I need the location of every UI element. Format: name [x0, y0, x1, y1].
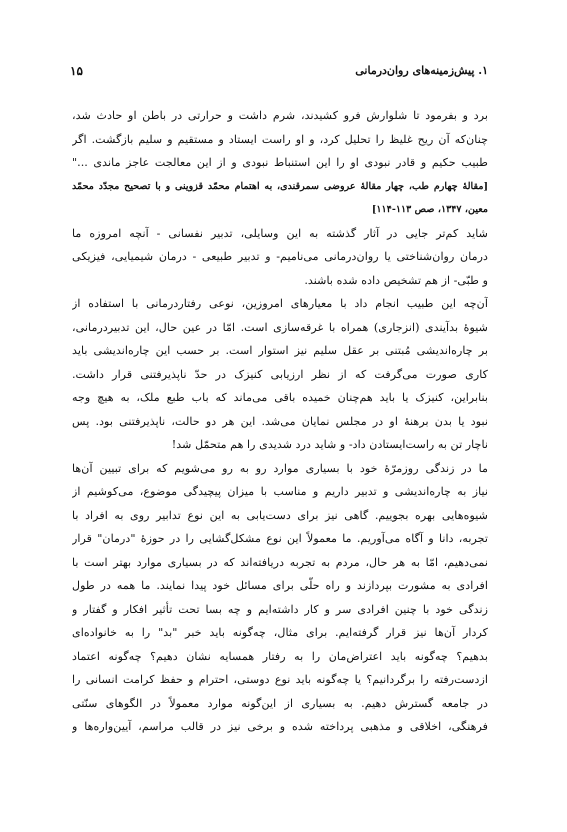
text-line: بر چاره‌اندیشی مُبتنی بر عقل سلیم نیز استوار است. بر حسب این چاره‌اندیشی باید: [72, 344, 488, 357]
text-line: کردار آن‌ها نیز قرار گرفته‌ایم. برای مثال، چه‌گونه باید خبر "بد" را به خانواده‌ای: [72, 626, 488, 639]
text-line: نمی‌دهیم، امّا به هر حال، مردم به تجربه دریافته‌اند که در بسیاری موارد بهتر است با: [72, 555, 488, 569]
text-line: طبیب حکیم و قادر نبودی او را این استنباط نبودی و از این معالجت عاجز ماندی ...": [72, 156, 488, 169]
text-line: ما در زندگی روزمرّهٔ خود با بسیاری موارد رو به رو می‌شویم که برای تبیین آن‌ها: [72, 461, 488, 475]
text-line: شاید کم‌تر جایی در آثار گذشته به این وسایلی، تدبیر نفسانی - آنچه امروزه ما: [72, 226, 488, 240]
text-line: زندگی خود با چنین افرادی سر و کار داشته‌ایم و چه بسا تحت تأثیر افکار و گفتار و: [72, 602, 488, 616]
text-line: بدهیم؟ چه‌گونه باید اعتراض‌مان را به رفتار همسایه نشان دهیم؟ چه‌گونه اعتماد: [72, 649, 488, 663]
text-line: تجربه، دانا و آگاه می‌آوریم. ما معمولاً این نوع مشکل‌گشایی را در حوزهٔ "درمان" قرار: [72, 532, 488, 545]
text-line: و طبّی- از هم تشخیص داده شده باشند.: [304, 273, 488, 287]
citation-line: معین، ۱۳۴۷، صص ۱۱۳-۱۱۴]: [371, 204, 488, 215]
body-text: [72, 104, 488, 739]
text-line: شیوهٔ بدآیندی (انزجاری) همراه با غرقه‌سازی است. امّا در عین حال، این تدبیردرمانی،: [72, 320, 488, 334]
text-line: کاری صورت می‌گرفت که از نظر ارزیابی کنیزک در حدّ ناپذیرفتنی قرار داشت.: [72, 367, 488, 381]
chapter-title: ۱. پیش‌زمینه‌های روان‌درمانی: [355, 64, 488, 77]
text-line: برد و بفرمود تا شلوارش فرو کشیدند، شرم داشت و حرارتی در باطن او حادث شد،: [72, 109, 488, 122]
text-line: در جامعه گسترش دهیم. به بسیاری از این‌گونه موارد معمولاً در الگوهای سنّتی: [72, 696, 488, 710]
text-line: چنان‌که آن ریح غلیظ را تحلیل کرد، و او راست ایستاد و مستقیم و سلیم بازگشت. اگر: [72, 132, 488, 146]
text-line: شیوه‌هایی بهره بجوییم. گاهی نیز برای دست‌یابی به این نوع تدابیر روی به افراد با: [72, 508, 488, 522]
text-line: فرهنگی، اخلاقی و مذهبی پرداخته شده و برخی نیز در قالب مراسم، آیین‌واره‌ها و: [72, 720, 488, 733]
text-line: ناچار تن به راست‌ایستادن داد- و شاید درد شدیدی را هم متحمّل شد!: [171, 438, 488, 451]
page-number: ۱۵: [70, 64, 83, 78]
text-line: درمان روان‌شناختی یا روان‌درمانی می‌نامیم- و تدبیر طبیعی - درمان شیمیایی، فیزیکی: [72, 250, 488, 263]
text-line: افرادی به مشورت بپردازند و راه حلّی برای مسائل خود پیدا نمایند. ما همه در طول: [72, 579, 488, 592]
text-line: بنابراین، کنیزک یا باید هم‌چنان خمیده باقی می‌ماند که باب طبع ملک، به هیچ وجه: [72, 391, 488, 404]
text-line: آن‌چه این طبیب انجام داد با معیارهای امروزین، نوعی رفتاردرمانی با استفاده از: [72, 297, 488, 310]
citation-line: [مقالهٔ چهارم طب، چهار مقالهٔ عروضی سمرقندی، به اهتمام محمّد قزوینی و با تصحیح مجدّد محمّد: [72, 180, 488, 192]
text-line: ازدست‌رفته را برگردانیم؟ یا چه‌گونه باید نوع دوستی، احترام و حفظ کرامت انسانی را: [72, 673, 488, 686]
text-line: نیاز به چاره‌اندیشی و تدبیر داریم و مناسب با میزان پیچیدگی موضوع، می‌کوشیم از: [72, 485, 488, 498]
running-header: [70, 64, 488, 84]
text-line: نبود یا بدن برهنهٔ او در مجلس نمایان می‌شد. این هر دو حالت، ناپذیرفتنی بود. پس: [72, 414, 488, 428]
